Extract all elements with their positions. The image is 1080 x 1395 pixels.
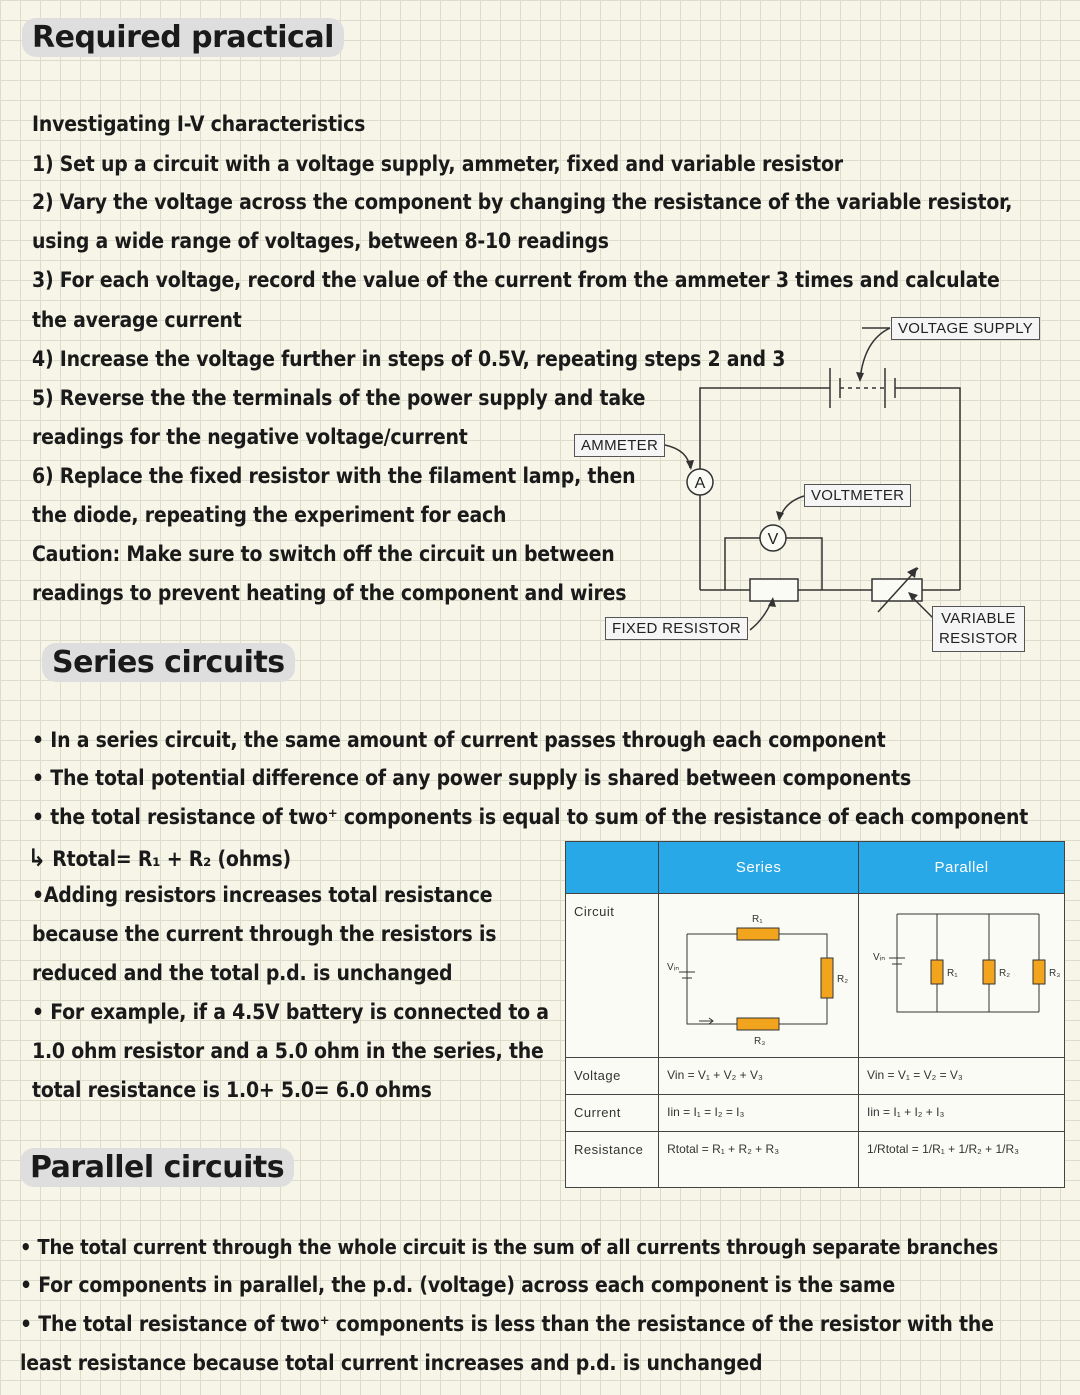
parallel-bullet: • For components in parallel, the p.d. (voltage) across each component is the same: [20, 1273, 896, 1297]
variable-resistor-label: [932, 606, 1025, 652]
series-bullet: • The total potential difference of any power supply is shared between components: [32, 766, 912, 790]
series-note: reduced and the total p.d. is unchanged: [32, 961, 453, 985]
svg-text:R₃: R₃: [1049, 968, 1061, 979]
series-note: total resistance is 1.0+ 5.0= 6.0 ohms: [32, 1078, 432, 1102]
voltage-supply-label: VOLTAGE SUPPLY: [891, 317, 1040, 340]
parallel-title: Parallel circuits: [20, 1148, 294, 1187]
svg-text:Vᵢₙ: Vᵢₙ: [667, 962, 680, 973]
series-formula-text: Rtotal= R₁ + R₂ (ohms): [52, 847, 291, 871]
parallel-resistance-formula: 1/Rtotal = 1/R₁ + 1/R₂ + 1/R₃: [859, 1132, 1065, 1188]
step-line: 1) Set up a circuit with a voltage supply, ammeter, fixed and variable resistor: [32, 152, 843, 176]
svg-text:R₃: R₃: [754, 1036, 766, 1047]
table-corner: [566, 842, 659, 894]
step-line: readings for the negative voltage/current: [32, 425, 468, 449]
parallel-bullet: • The total resistance of two⁺ components is less than the resistance of the resistor with the: [20, 1312, 994, 1336]
series-title: Series circuits: [42, 643, 295, 682]
step-line: 2) Vary the voltage across the component by changing the resistance of the variable resistor,: [32, 190, 1013, 214]
row-label-current: Current: [566, 1095, 659, 1132]
step-line: 3) For each voltage, record the value of the current from the ammeter 3 times and calculate: [32, 268, 1000, 292]
series-current-formula: Iin = I₁ = I₂ = I₃: [659, 1095, 859, 1132]
ammeter-symbol-label: A: [694, 475, 706, 492]
series-voltage-formula: Vin = V₁ + V₂ + V₃: [659, 1058, 859, 1095]
parallel-voltage-formula: Vin = V₁ = V₂ = V₃: [859, 1058, 1065, 1095]
step-line: 5) Reverse the the terminals of the power supply and take: [32, 386, 646, 410]
step-line: 6) Replace the fixed resistor with the filament lamp, then: [32, 464, 636, 488]
series-bullet: • In a series circuit, the same amount of current passes through each component: [32, 728, 886, 752]
series-note: •Adding resistors increases total resistance: [32, 883, 493, 907]
fixed-resistor-label: FIXED RESISTOR: [605, 617, 748, 640]
svg-text:R₂: R₂: [837, 974, 849, 985]
practical-title: Investigating I-V characteristics: [32, 112, 366, 136]
step-line: the diode, repeating the experiment for each: [32, 503, 507, 527]
series-circuit-cell: [659, 894, 859, 1058]
series-formula: [28, 844, 291, 872]
series-circuit-diagram: [659, 894, 857, 1054]
series-note: 1.0 ohm resistor and a 5.0 ohm in the series, the: [32, 1039, 544, 1063]
parallel-circuit-cell: [859, 894, 1065, 1058]
step-line: 4) Increase the voltage further in steps of 0.5V, repeating steps 2 and 3: [32, 347, 786, 371]
svg-text:R₁: R₁: [752, 914, 763, 925]
step-line: the average current: [32, 308, 242, 332]
row-label-circuit: Circuit: [566, 894, 659, 1058]
series-resistance-formula: Rtotal = R₁ + R₂ + R₃: [659, 1132, 859, 1188]
table-header-series: Series: [659, 842, 859, 894]
series-bullet: • the total resistance of two⁺ components is equal to sum of the resistance of each component: [32, 805, 1029, 829]
step-line: Caution: Make sure to switch off the circuit un between: [32, 542, 615, 566]
variable-resistor-label-line1: VARIABLE: [941, 610, 1016, 627]
table-header-parallel: Parallel: [859, 842, 1065, 894]
ammeter-label: AMMETER: [574, 434, 665, 457]
voltmeter-label: VOLTMETER: [804, 484, 911, 507]
row-label-resistance: Resistance: [566, 1132, 659, 1188]
turn-arrow-icon: ↳: [28, 844, 46, 872]
voltmeter-symbol-label: V: [767, 531, 779, 548]
step-line: readings to prevent heating of the component and wires: [32, 581, 627, 605]
parallel-bullet: • The total current through the whole circuit is the sum of all currents through separate branches: [20, 1235, 998, 1259]
series-note: • For example, if a 4.5V battery is connected to a: [32, 1000, 549, 1024]
page-title: Required practical: [22, 18, 344, 57]
series-note: because the current through the resistors is: [32, 922, 497, 946]
parallel-circuit-diagram: [859, 894, 1063, 1054]
row-label-voltage: Voltage: [566, 1058, 659, 1095]
svg-text:R₁: R₁: [947, 968, 958, 979]
parallel-current-formula: Iin = I₁ + I₂ + I₃: [859, 1095, 1065, 1132]
svg-text:R₂: R₂: [999, 968, 1011, 979]
parallel-bullet: least resistance because total current increases and p.d. is unchanged: [20, 1351, 763, 1375]
step-line: using a wide range of voltages, between 8-10 readings: [32, 229, 609, 253]
svg-text:Vᵢₙ: Vᵢₙ: [873, 952, 886, 963]
variable-resistor-label-line2: RESISTOR: [939, 630, 1018, 647]
series-parallel-table: [565, 841, 1065, 1188]
